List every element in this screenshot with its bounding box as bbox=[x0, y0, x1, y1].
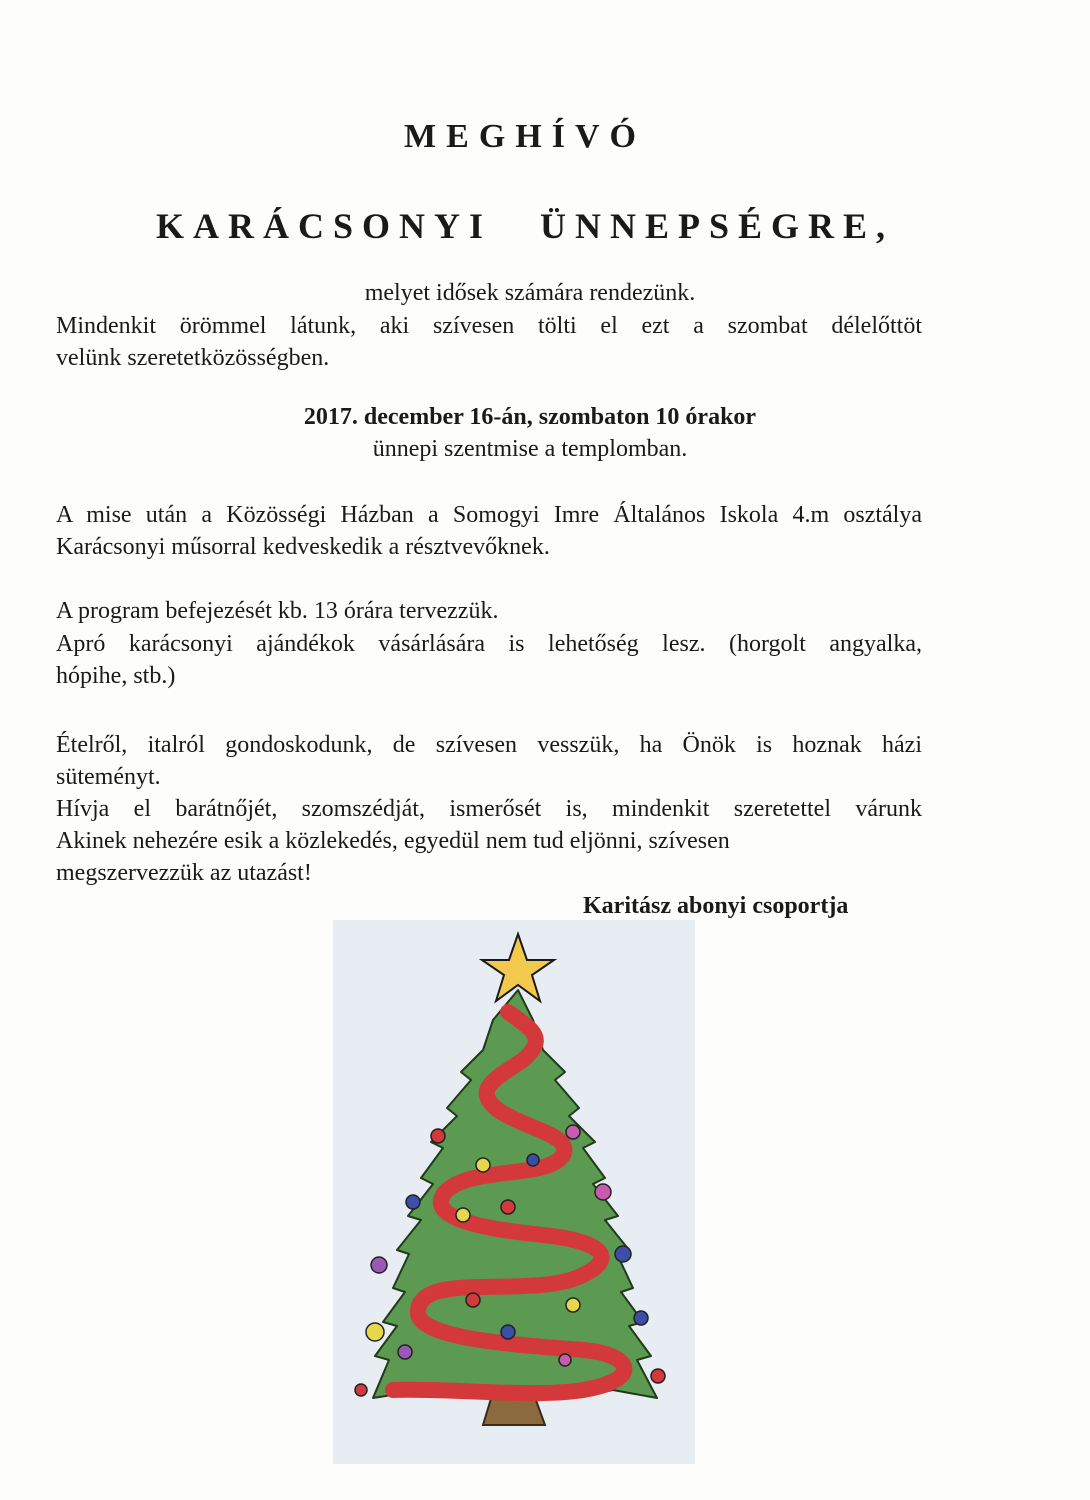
ornament bbox=[501, 1200, 515, 1214]
ornament bbox=[566, 1298, 580, 1312]
christmas-tree-drawing bbox=[333, 920, 695, 1464]
ornament bbox=[559, 1354, 571, 1366]
program-line-2: Karácsonyi műsorral kedveskedik a résztvevőknek. bbox=[56, 534, 550, 560]
closing-line-1: Ételről, italról gondoskodunk, de szívesen vesszük, ha Önök is hoznak házi bbox=[56, 732, 922, 758]
ornament bbox=[615, 1246, 631, 1262]
event-datetime: 2017. december 16-án, szombaton 10 órakor bbox=[303, 404, 757, 430]
details-line-1: A program befejezését kb. 13 órára tervezzük. bbox=[56, 598, 499, 624]
intro-line-3: velünk szeretetközösségben. bbox=[56, 345, 330, 371]
closing-line-2: süteményt. bbox=[56, 764, 161, 790]
details-line-3: hópihe, stb.) bbox=[56, 663, 176, 689]
ornament bbox=[595, 1184, 611, 1200]
program-line-1: A mise után a Közösségi Házban a Somogyi Imre Általános Iskola 4.m osztálya bbox=[56, 502, 922, 528]
ornament bbox=[456, 1208, 470, 1222]
ornament bbox=[371, 1257, 387, 1273]
closing-line-4: Akinek nehezére esik a közlekedés, egyedül nem tud eljönni, szívesen bbox=[56, 828, 730, 854]
signature: Karitász abonyi csoportja bbox=[583, 893, 849, 919]
intro-line-2: Mindenkit örömmel látunk, aki szívesen tölti el ezt a szombat délelőttöt bbox=[56, 313, 922, 339]
ornament bbox=[501, 1325, 515, 1339]
ornament bbox=[651, 1369, 665, 1383]
closing-line-3: Hívja el barátnőjét, szomszédját, ismerősét is, mindenkit szeretettel várunk bbox=[56, 796, 922, 822]
ornament bbox=[431, 1129, 445, 1143]
intro-line-1: melyet idősek számára rendezünk. bbox=[364, 280, 696, 306]
event-title: KARÁCSONYI ÜNNEPSÉGRE, bbox=[155, 206, 895, 246]
christmas-tree-illustration bbox=[333, 920, 695, 1464]
ornament bbox=[406, 1195, 420, 1209]
ornament bbox=[366, 1323, 384, 1341]
ornament bbox=[355, 1384, 367, 1396]
ornament bbox=[466, 1293, 480, 1307]
ornament bbox=[398, 1345, 412, 1359]
event-mass: ünnepi szentmise a templomban. bbox=[372, 436, 688, 462]
ornament bbox=[476, 1158, 490, 1172]
ornament bbox=[527, 1154, 539, 1166]
details-line-2: Apró karácsonyi ajándékok vásárlására is lehetőség lesz. (horgolt angyalka, bbox=[56, 631, 922, 657]
closing-line-5: megszervezzük az utazást! bbox=[56, 860, 312, 886]
ornament bbox=[634, 1311, 648, 1325]
invitation-heading: MEGHÍVÓ bbox=[404, 118, 646, 155]
ornament bbox=[566, 1125, 580, 1139]
